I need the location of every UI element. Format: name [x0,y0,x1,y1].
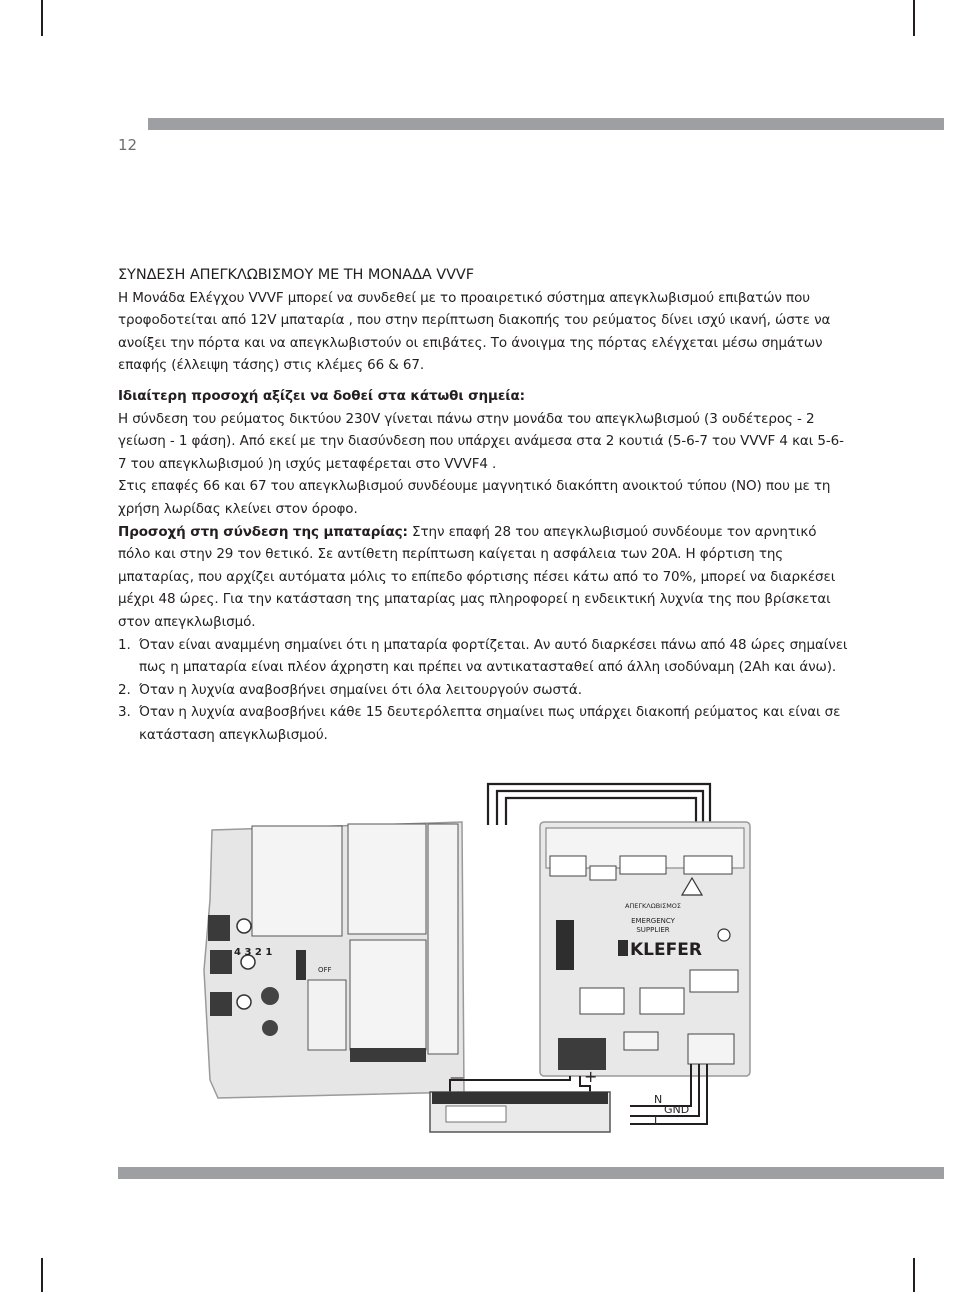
crop-mark-top-right [913,0,915,36]
wire-label-n: N [654,1093,663,1106]
list-item [118,634,848,679]
crop-mark-bottom-left [41,1258,43,1292]
off-label: OFF [318,966,332,974]
list-number: 2. [118,681,131,698]
paragraph-power-connection: Η σύνδεση του ρεύματος δικτύου 230V γίνεται πάνω στην μονάδα του απεγκλωβισμού (3 ουδέτερος - 2 γείωση - 1 φάση). Από εκεί με την διασύνδεση που υπάρχει ανάμεσα στα 2 κουτιά (5-6-7 του VVVF 4 και 5-6-7 του απεγκλωβισμού )η ισχύς μεταφέρεται στο VVVF4 . [118,410,844,472]
page-number: 12 [118,136,138,154]
list-text: Όταν η λυχνία αναβοσβήνει σημαίνει ότι όλα λειτουργούν σωστά. [139,681,582,698]
intro-paragraph: Η Μονάδα Ελέγχου VVVF μπορεί να συνδεθεί με το προαιρετικό σύστημα απεγκλωβισμού επιβατών που τροφοδοτείται από 12V μπαταρία , που στην περίπτωση διακοπής του ρεύματος δίνει ισχύ ικανή, ώστε να ανοίξει την πόρτα και να απεγκλωβιστούν οι επιβάτες. Το άνοιγμα της πόρτας ελέγχεται μέσω σημάτων επαφής (έλλειψη τάσης) στις κλέμες 66 & 67. [118,289,831,374]
footer-bar [118,1167,944,1179]
list-number: 1. [118,636,131,653]
terminal-numbers: 4 3 2 1 [234,947,273,958]
unit-title-line-2: SUPPLIER [636,926,670,934]
emergency-supplier-unit [540,822,750,1076]
battery-plus-label: + [584,1067,598,1086]
wire-label-l: L [654,1114,661,1127]
vvvf-controller-unit [204,822,464,1098]
unit-title-line-1: EMERGENCY [631,917,675,925]
battery-wires [450,1076,590,1092]
list-item [118,679,848,702]
indicator-list [118,634,848,747]
battery-heading: Προσοχή στη σύνδεση της μπαταρίας: [118,523,408,540]
list-number: 3. [118,704,131,721]
battery [430,1092,610,1132]
attention-heading: Ιδιαίτερη προσοχή αξίζει να δοθεί στα κάτωθι σημεία: [118,387,525,404]
paragraph-battery [118,521,848,634]
wiring-figure [200,780,760,1140]
list-text: Όταν είναι αναμμένη σημαίνει ότι η μπαταρία φορτίζεται. Αν αυτό διαρκέσει πάνω από 48 ώρες σημαίνει πως η μπαταρία είναι πλέον άχρηστη και πρέπει να αντικατασταθεί από άλλη ισοδύναμη (2Ah και άνω). [139,636,848,676]
crop-mark-bottom-right [913,1258,915,1292]
header-bar [148,118,944,130]
list-item [118,701,848,746]
section-content [118,264,848,746]
wire-label-gnd: GND [664,1103,690,1116]
brand-logo: KLEFER [630,940,702,960]
list-text: Όταν η λυχνία αναβοσβήνει κάθε 15 δευτερόλεπτα σημαίνει πως υπάρχει διακοπή ρεύματος και είναι σε κατάσταση απεγκλωβισμού. [139,704,841,743]
crop-mark-top-left [41,0,43,36]
section-title: ΣΥΝΔΕΣΗ ΑΠΕΓΚΛΩΒΙΣΜΟΥ ΜΕ ΤΗ ΜΟΝΑΔΑ VVVF [118,267,474,283]
battery-minus-label: — [450,1070,464,1086]
unit-title-greek: ΑΠΕΓΚΛΩΒΙΣΜΟΣ [624,902,682,910]
battery-text: Στην επαφή 28 του απεγκλωβισμού συνδέουμε τον αρνητικό πόλο και στην 29 τον θετικό. Σε αντίθετη περίπτωση καίγεται η ασφάλεια των 20A. Η φόρτιση της μπαταρίας, που αρχίζει αυτόματα μόλις το επίπεδο φόρτισης πέσει κάτω από το 70%, μπορεί να διαρκέσει μέχρι 48 ώρες. Για την κατάσταση της μπαταρίας μας πληροφορεί η ενδεικτική λυχνία της που βρίσκεται στον απεγκλωβισμό. [118,523,836,630]
paragraph-magnetic-switch: Στις επαφές 66 και 67 του απεγκλωβισμού συνδέουμε μαγνητικό διακόπτη ανοικτού τύπου (NO) που με τη χρήση λωρίδας κλείνει στον όροφο. [118,478,831,517]
